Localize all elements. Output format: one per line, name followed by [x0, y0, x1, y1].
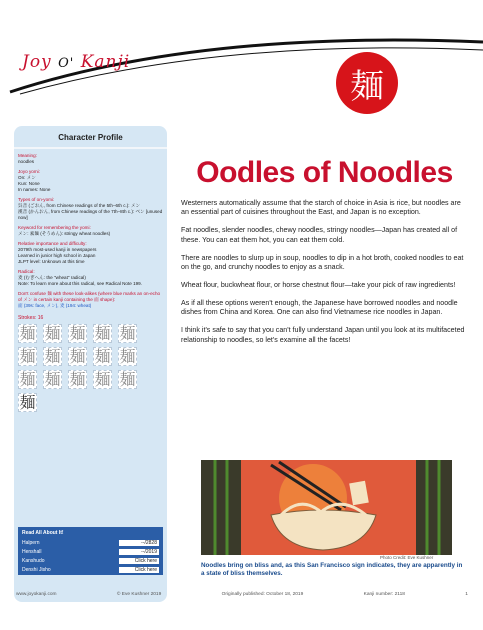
stroke-order-cell: 麺	[119, 347, 136, 366]
reference-value: --/2019	[119, 549, 159, 555]
types-label: Types of on-yomi:	[18, 197, 55, 202]
importance-freq: 2079th most-used kanji in newspapers	[18, 247, 97, 252]
profile-details	[14, 153, 167, 309]
article-body	[181, 199, 468, 353]
stroke-order-cell: 麺	[119, 324, 136, 343]
reference-row	[19, 538, 162, 547]
importance-jlpt: JLPT level: Unknown at this time	[18, 259, 85, 264]
stroke-order-cell: 麺	[44, 347, 61, 366]
reference-header: Read All About It!	[19, 528, 162, 538]
yomi-label: Joyo yomi:	[18, 169, 40, 174]
reference-name: Denshi Jisho	[22, 567, 51, 573]
photo-credit: Photo Credit: Eve Kushner	[380, 555, 434, 560]
reference-name: Henshall	[22, 549, 42, 555]
confuse-list: 面 (39s: face, メン), 麦 (194: wheat)	[18, 303, 92, 308]
paragraph: Fat noodles, slender noodles, chewy noodles, stringy noodles—Japan has created all of these. You can eat them hot, you can eat them cold.	[181, 226, 458, 244]
stroke-order-cell: 麺	[19, 370, 36, 389]
noodle-sign-photo	[201, 460, 452, 555]
types-kanon: 漢音 (かんおん, from Chinese readings of the 7th–8th c.): ベン [unused now]	[18, 209, 163, 220]
reference-row	[19, 565, 162, 574]
reference-box	[18, 527, 163, 575]
photo-illustration	[201, 460, 452, 555]
logo-o: O'	[58, 56, 75, 71]
paragraph: As if all these options weren't enough, the Japanese have borrowed noodles and noodle dishes from China and Korea. One can also find Vietnamese rice noodles in Japan.	[181, 298, 458, 317]
names-yomi: In names: None	[18, 187, 51, 192]
paragraph: I think it's safe to say that you can't fully understand Japan until you look at its multifaceted relationship to noodles, so let's examine all the facets!	[181, 326, 465, 344]
stroke-order-cell: 麺	[94, 347, 111, 366]
sidebar-title: Character Profile	[14, 126, 167, 149]
on-yomi: On: メン	[18, 175, 36, 180]
paragraph: Westerners automatically assume that the starch of choice in Asia is rice, but noodles are an essential part of cuisines throughout the East, and Japan is no exception.	[181, 199, 461, 217]
reference-name: Halpern	[22, 540, 40, 546]
footer-published: Originally published: October 18, 2019	[221, 592, 304, 597]
kun-yomi: Kun: None	[18, 181, 40, 186]
radical-label: Radical:	[18, 269, 35, 274]
logo-kanji: Kanji	[80, 52, 131, 72]
footer-page-number: 1	[465, 592, 468, 597]
stroke-order-cell: 麺	[44, 324, 61, 343]
reference-value[interactable]: Click here	[119, 558, 159, 564]
footer-kanji-number: Kanji number: 2118	[363, 592, 405, 597]
meaning-value: noodles	[18, 159, 35, 164]
stroke-order-grid	[14, 324, 167, 412]
strokes-label: Strokes: 16	[18, 315, 44, 321]
footer-site[interactable]: www.joyokanji.com	[16, 592, 57, 597]
keyword-label: Keyword for remembering the yomi:	[18, 225, 91, 230]
keyword-value: メン: 素麺 (そうめん): stringy wheat noodles)	[18, 231, 111, 236]
importance-label: Relative importance and difficulty:	[18, 241, 87, 246]
stroke-order-cell: 麺	[69, 324, 86, 343]
stroke-order-cell: 麺	[19, 324, 36, 343]
stroke-order-cell: 麺	[69, 347, 86, 366]
page-footer	[16, 592, 468, 597]
importance-grade: Learned in junior high school in Japan	[18, 253, 96, 258]
types-goon: 呉音 (ごおん, from Chinese readings of the 5th–6th c.): メン	[18, 203, 141, 208]
stroke-order-cell: 麺	[44, 370, 61, 389]
paragraph: Wheat flour, buckwheat flour, or horse chestnut flour—take your pick of raw ingredients!	[181, 280, 456, 289]
footer-copyright: © Eve Kushner 2019	[116, 592, 162, 597]
stroke-order-cell: 麺	[94, 324, 111, 343]
reference-value[interactable]: Click here	[119, 567, 159, 573]
reference-name: Kanshudo	[22, 558, 45, 564]
reference-row	[19, 547, 162, 556]
radical-value: 麦 (むぎへん: the "wheat" radical)	[18, 275, 86, 280]
paragraph: There are noodles to slurp up in soup, noodles to dip in a hot broth, cooked noodles to eat on the go, and crunchy noodles to enjoy as a snack.	[181, 253, 464, 272]
confuse-label: Don't confuse 麺 with these look-alikes (where blue marks an on-echo of メン in certain kanji containing the 面 shape):	[18, 291, 161, 302]
radical-note[interactable]: Note: To learn more about this radical, see Radical Note 199.	[18, 281, 143, 286]
meaning-label: Meaning:	[18, 153, 37, 158]
reference-value: --/2828	[119, 540, 159, 546]
photo-caption: Noodles bring on bliss and, as this San Francisco sign indicates, they are apparently in a state of bliss themselves.	[201, 562, 463, 577]
stroke-order-cell: 麺	[69, 370, 86, 389]
stroke-order-cell: 麺	[19, 347, 36, 366]
stroke-order-cell: 麺	[94, 370, 111, 389]
stroke-order-cell: 麺	[19, 393, 36, 412]
reference-row	[19, 556, 162, 565]
stroke-order-cell: 麺	[119, 370, 136, 389]
logo-joy: Joy	[22, 52, 52, 72]
character-profile-sidebar	[14, 126, 167, 602]
site-logo[interactable]	[22, 52, 130, 72]
kanji-badge: 麺	[336, 52, 398, 114]
article-title: Oodles of Noodles	[196, 156, 453, 189]
